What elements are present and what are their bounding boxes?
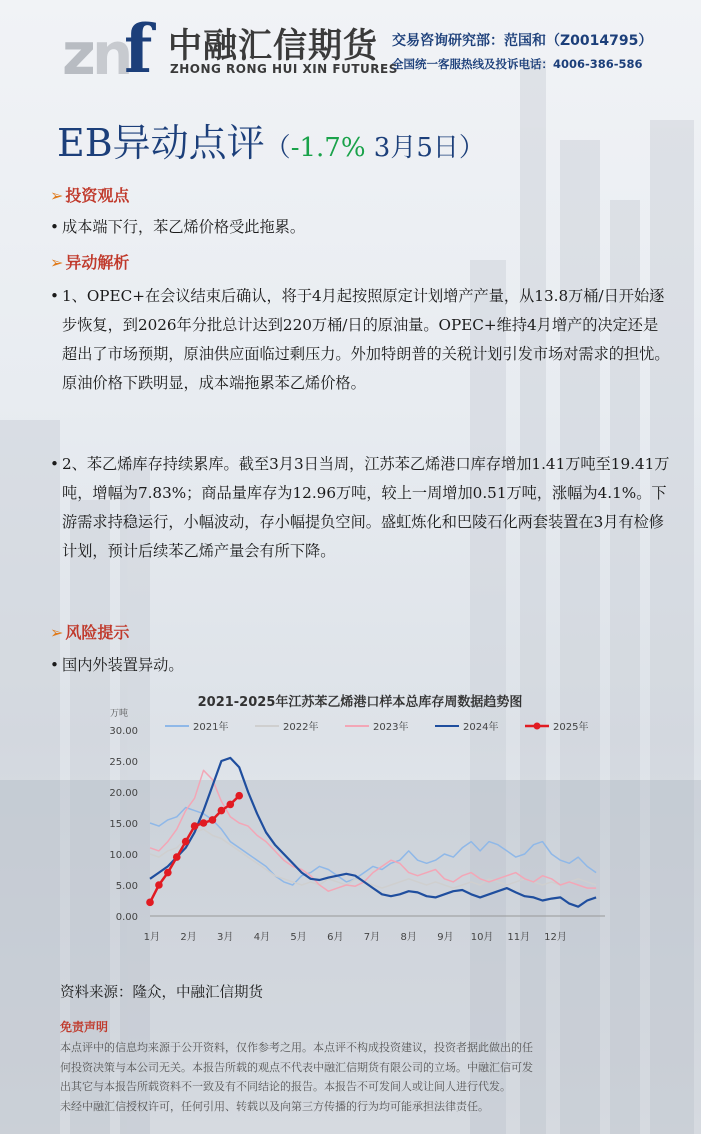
hotline-info: 全国统一客服热线及投诉电话：4006-386-586 — [392, 57, 643, 71]
inventory-chart — [100, 690, 620, 950]
x-tick-label: 5月 — [290, 932, 307, 943]
y-axis-label: 万吨 — [110, 709, 129, 719]
x-tick-label: 4月 — [253, 932, 271, 943]
x-tick-label: 2月 — [180, 932, 197, 943]
analyst-info: 交易咨询研究部：范国和（Z0014795） — [392, 33, 653, 49]
data-point — [218, 807, 226, 815]
legend-label: 2024年 — [463, 722, 499, 733]
section-heading-risk: ➢ 风险提示 — [50, 623, 130, 642]
x-tick-label: 10月 — [470, 932, 494, 943]
x-tick-label: 1月 — [143, 932, 161, 943]
x-tick-label: 6月 — [327, 932, 344, 943]
svg-text:n: n — [92, 20, 134, 80]
x-tick-label: 8月 — [400, 932, 417, 943]
chevron-right-icon: ➢ — [50, 186, 64, 205]
title-main: EB异动点评 — [57, 121, 265, 165]
x-tick-label: 9月 — [437, 932, 454, 943]
svg-text:z: z — [62, 20, 96, 80]
y-tick-label: 10.00 — [109, 850, 138, 861]
y-tick-label: 20.00 — [109, 788, 138, 799]
company-logo-icon — [62, 14, 162, 80]
series-line — [150, 770, 596, 891]
data-point — [209, 816, 217, 824]
page-title — [57, 112, 485, 167]
y-tick-label: 5.00 — [115, 881, 138, 892]
series-line — [150, 796, 239, 903]
x-tick-label: 7月 — [363, 932, 381, 943]
bullet-dot-icon: • — [50, 455, 59, 473]
chart-svg — [100, 690, 620, 950]
price-change-pct: -1.7% — [290, 133, 366, 163]
legend-marker — [534, 723, 541, 730]
data-point — [155, 881, 163, 889]
y-tick-label: 0.00 — [115, 912, 138, 923]
company-name-cn: 中融汇信期货 — [168, 26, 378, 66]
chevron-right-icon: ➢ — [50, 623, 64, 642]
disclaimer-line: 何投资决策与本公司无关。本报告所载的观点不代表中融汇信期货有限公司的立场。中融汇信可发 — [60, 1060, 533, 1074]
x-tick-label: 12月 — [544, 932, 567, 943]
chart-title: 2021-2025年江苏苯乙烯港口样本总库存周数据趋势图 — [197, 695, 523, 710]
legend-label: 2021年 — [193, 722, 229, 733]
bullet-analysis-2 — [50, 450, 670, 566]
x-tick-label: 3月 — [217, 932, 234, 943]
data-point — [235, 792, 243, 800]
y-tick-label: 15.00 — [109, 819, 138, 830]
chevron-right-icon: ➢ — [50, 253, 64, 272]
data-point — [164, 869, 172, 877]
disclaimer-heading: 免责声明 — [60, 1020, 109, 1034]
data-point — [173, 853, 181, 861]
title-open-paren: （ — [264, 133, 291, 163]
legend-label: 2022年 — [283, 722, 319, 733]
bullet-risk — [50, 651, 670, 680]
bullet-text: 2、苯乙烯库存持续累库。截至3月3日当周，江苏苯乙烯港口库存增加1.41万吨至19.41万吨，增幅为7.83%；商品量库存为12.96万吨，较上一周增加0.51万吨，涨幅为4.1%。下游需求持稳运行，小幅波动，存小幅提负空间。盛虹炼化和巴陵石化两套装置在3月有检修计划，预计后续苯乙烯产量会有所下降。 — [62, 455, 670, 560]
bullet-text: 国内外装置异动。 — [62, 656, 184, 674]
data-point — [182, 838, 190, 846]
bullet-view — [50, 213, 670, 242]
header — [0, 0, 701, 90]
data-point — [146, 899, 154, 907]
bullet-dot-icon: • — [50, 287, 59, 305]
x-tick-label: 11月 — [507, 932, 531, 943]
data-point — [226, 801, 234, 809]
bullet-dot-icon: • — [50, 218, 59, 236]
legend-label: 2025年 — [553, 722, 589, 733]
legend-label: 2023年 — [373, 722, 409, 733]
section-heading-analysis: ➢ 异动解析 — [50, 253, 130, 272]
bullet-text: 成本端下行，苯乙烯价格受此拖累。 — [62, 218, 305, 236]
data-point — [191, 822, 199, 830]
bullet-dot-icon: • — [50, 656, 59, 674]
disclaimer-line: 出其它与本报告所载资料不一致及有不同结论的报告。本报告不可发间人或让间人进行代发。 — [60, 1080, 511, 1093]
y-tick-label: 30.00 — [109, 726, 138, 737]
disclaimer-line: 未经中融汇信授权许可，任何引用、转载以及向第三方传播的行为均可能承担法律责任。 — [60, 1099, 489, 1113]
bullet-text: 1、OPEC+在会议结束后确认，将于4月起按照原定计划增产产量，从13.8万桶/日开始逐步恢复，到2026年分批总计达到220万桶/日的原油量。OPEC+维持4月增产的决定还是超出了市场预期，原油供应面临过剩压力。外加特朗普的关税计划引发市场对需求的担忧。原油价格下跌明显，成本端拖累苯乙烯价格。 — [62, 287, 670, 392]
source-note: 资料来源：隆众，中融汇信期货 — [60, 985, 263, 1001]
title-date: 3月5日 — [365, 133, 459, 163]
series-line — [150, 829, 596, 888]
disclaimer-text — [60, 1038, 640, 1116]
disclaimer-line: 本点评中的信息均来源于公开资料，仅作参考之用。本点评不构成投资建议，投资者据此做出的任 — [60, 1041, 533, 1054]
svg-text:f: f — [124, 14, 153, 80]
title-close-paren: ） — [458, 133, 485, 163]
company-name-en: ZHONG RONG HUI XIN FUTURES — [170, 62, 398, 76]
y-tick-label: 25.00 — [109, 757, 138, 768]
data-point — [200, 819, 208, 827]
bullet-analysis-1 — [50, 282, 670, 398]
section-heading-view: ➢ 投资观点 — [50, 186, 130, 205]
